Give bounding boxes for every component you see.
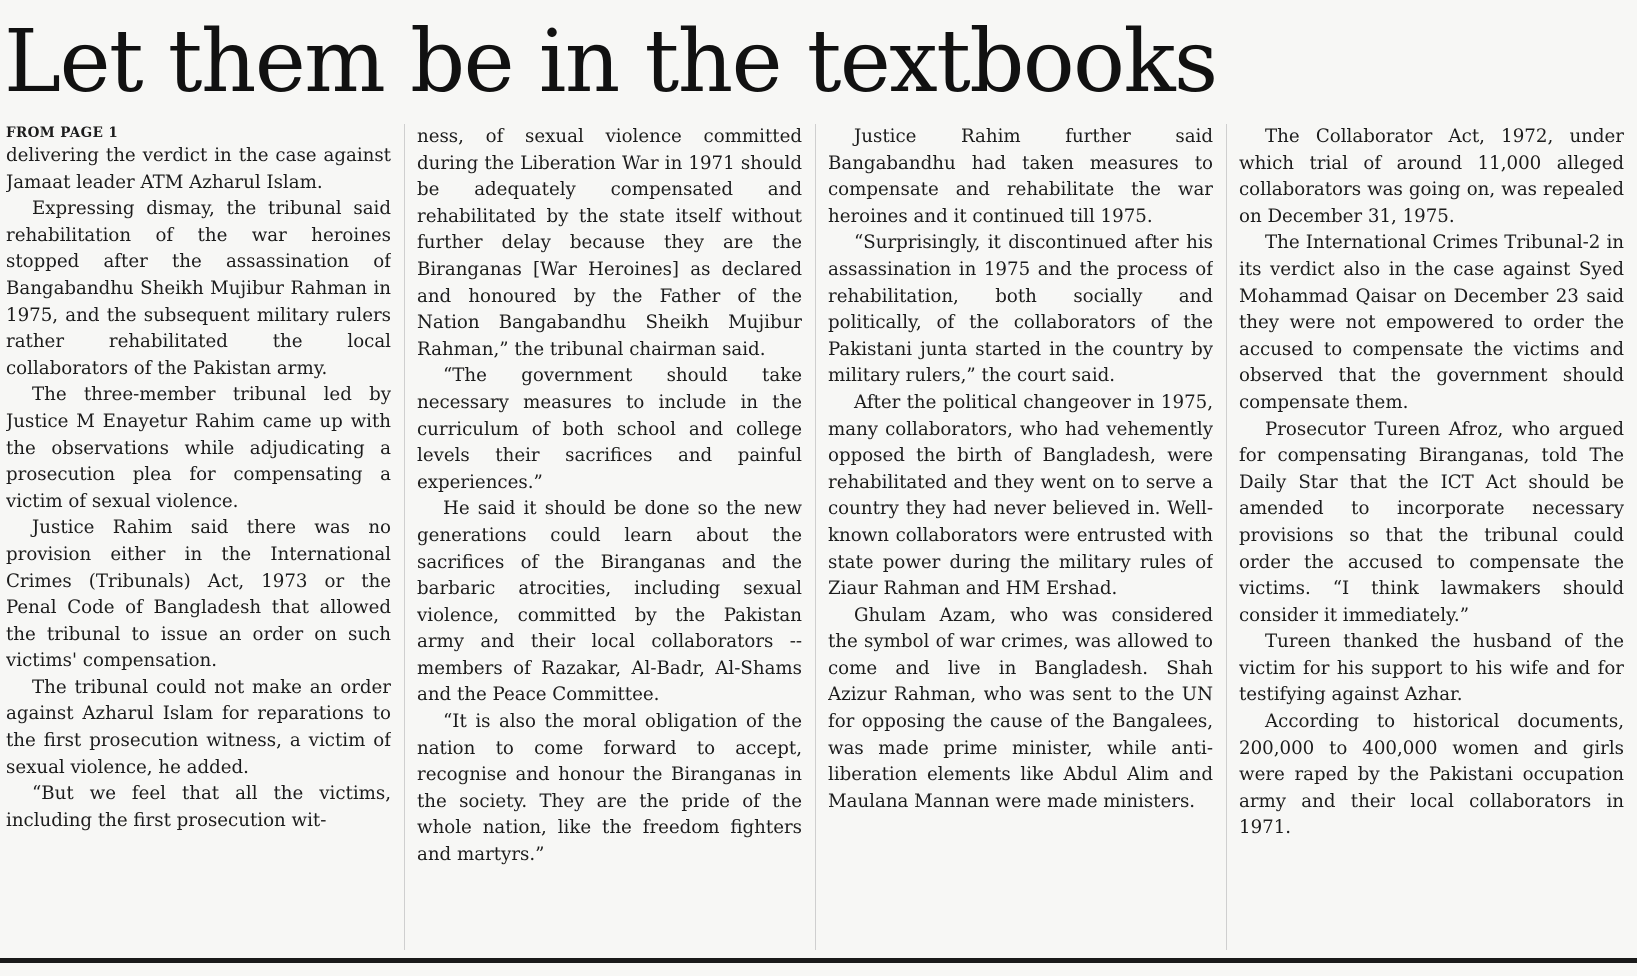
paragraph: Justice Rahim further said Bangabandhu had taken measures to compensate and rehabilitate the war heroines and it continued till 1975. — [828, 126, 1213, 227]
paragraph: Prosecutor Tureen Afroz, who argued for compensating Biranganas, told The Daily Star that the ICT Act should be amended to incorporate necessary provisions so that the tribunal could order the accused to compensate the victims. “I think lawmakers should consider it immediately.” — [1239, 418, 1624, 626]
paragraph: Expressing dismay, the tribunal said rehabilitation of the war heroines stopped after the assassination of Bangabandhu Sheikh Mujibur Rahman in 1975, and the subsequent military rulers rather rehabilitated the local collaborators of the Pakistan army. — [6, 198, 391, 379]
paragraph: The tribunal could not make an order against Azharul Islam for reparations to the first prosecution witness, a victim of sexual violence, he added. — [6, 676, 391, 778]
column-divider — [815, 124, 816, 950]
paragraph: The three-member tribunal led by Justice M Enayetur Rahim came up with the observations while adjudicating a prosecution plea for compensating a victim of sexual violence. — [6, 384, 391, 512]
paragraph: Ghulam Azam, who was considered the symbol of war crimes, was allowed to come and live in Bangladesh. Shah Azizur Rahman, who was sent to the UN for opposing the cause of the Bangalees, was made prime minister, while anti-liberation elements like Abdul Alim and Maulana Mannan were made ministers. — [828, 604, 1213, 812]
article-column-4 — [1239, 124, 1624, 950]
paragraph: According to historical documents, 200,000 to 400,000 women and girls were raped by the Pakistani occupation army and their local collaborators in 1971. — [1239, 711, 1624, 839]
paragraph: “It is also the moral obligation of the nation to come forward to accept, recognise and honour the Biranganas in the society. They are the pride of the whole nation, like the freedom fighters and martyrs.” — [417, 711, 802, 866]
article-column-3 — [828, 124, 1213, 950]
paragraph: Justice Rahim said there was no provision either in the International Crimes (Tribunals) Act, 1973 or the Penal Code of Bangladesh that allowed the tribunal to issue an order on such victims' compensation. — [6, 517, 391, 672]
paragraph: ness, of sexual violence committed during the Liberation War in 1971 should be adequately compensated and rehabilitated by the state itself without further delay because they are the Biranganas [War Heroines] as declared and honoured by the Father of the Nation Bangabandhu Sheikh Mujibur Rahman,” the tribunal chairman said. — [417, 126, 802, 360]
paragraph: “The government should take necessary measures to include in the curriculum of both school and college levels their sacrifices and painful experiences.” — [417, 365, 802, 493]
paragraph: After the political changeover in 1975, many collaborators, who had vehemently opposed the birth of Bangladesh, were rehabilitated and they went on to serve a country they had never believed in. Well-known collaborators were entrusted with state power during the military rules of Ziaur Rahman and HM Ershad. — [828, 391, 1213, 600]
paragraph: Tureen thanked the husband of the victim for his support to his wife and for testifying against Azhar. — [1239, 631, 1624, 706]
paragraph: He said it should be done so the new generations could learn about the sacrifices of the Biranganas and the barbaric atrocities, including sexual violence, committed by the Pakistan army and their local collaborators -- members of Razakar, Al-Badr, Al-Shams and the Peace Committee. — [417, 498, 802, 706]
article-body — [6, 124, 1624, 950]
bottom-rule — [0, 958, 1637, 963]
paragraph: delivering the verdict in the case against Jamaat leader ATM Azharul Islam. — [6, 145, 391, 193]
column-divider — [404, 124, 405, 950]
headline: Let them be in the textbooks — [4, 12, 1217, 112]
column-divider — [1226, 124, 1227, 950]
article-column-2 — [417, 124, 802, 950]
article-column-1 — [6, 124, 391, 950]
paragraph: The International Crimes Tribunal-2 in its verdict also in the case against Syed Mohammad Qaisar on December 23 said they were not empowered to order the accused to compensate the victims and observed that the government should compensate them. — [1239, 232, 1624, 413]
jump-line: FROM PAGE 1 — [6, 125, 119, 141]
paragraph: “But we feel that all the victims, including the first prosecution wit- — [6, 783, 391, 831]
paragraph: “Surprisingly, it discontinued after his assassination in 1975 and the process of rehabilitation, both socially and politically, of the collaborators of the Pakistani junta started in the country by military rulers,” the court said. — [828, 232, 1213, 387]
paragraph: The Collaborator Act, 1972, under which trial of around 11,000 alleged collaborators was going on, was repealed on December 31, 1975. — [1239, 126, 1624, 227]
